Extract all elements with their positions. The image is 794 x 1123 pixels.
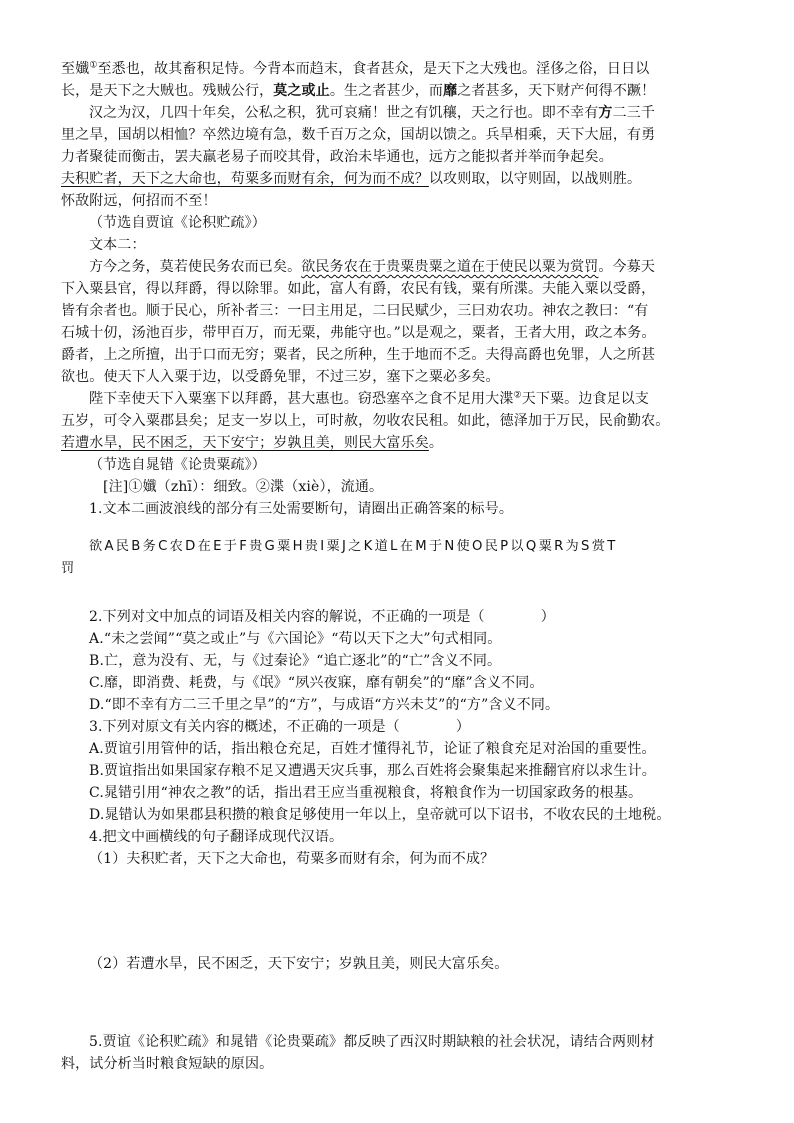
text-fragment: 至孅 bbox=[61, 61, 90, 77]
question-2-stem bbox=[61, 606, 794, 628]
text-one-line-2 bbox=[61, 80, 794, 102]
worksheet bbox=[61, 58, 794, 1075]
text-fragment: 。今募天 bbox=[598, 259, 656, 275]
question-1-sequence[interactable]: 欲A民B务C农D在E于F贵G粟H贵I粟J之K道L在M于N使O民P以Q粟R为S赏T bbox=[89, 539, 618, 554]
question-5-line-2: 料，试分析当时粮食短缺的原因。 bbox=[61, 1056, 274, 1072]
text-one-line-3 bbox=[61, 102, 794, 124]
wavy-underlined-passage: 欲民务农在于贵粟贵粟之道在于使民以粟为赏罚 bbox=[301, 259, 599, 275]
answer-space[interactable] bbox=[61, 870, 794, 953]
text-two-line-2: 下入粟县官，得以拜爵，得以除罪。如此，富人有爵，农民有钱，粟有所渫。夫能入粟以受爵， bbox=[61, 281, 656, 297]
text-fragment: 。生之者甚少，而 bbox=[329, 83, 444, 99]
question-4-stem: 4.把文中画横线的句子翻译成现代汉语。 bbox=[89, 829, 344, 845]
text-fragment: 以攻则取，以守则固，以战则胜。 bbox=[428, 171, 642, 187]
text-two-line-1 bbox=[61, 256, 794, 278]
text-two-line-7 bbox=[61, 388, 794, 410]
underlined-sentence: 夫积贮者，天下之大命也，苟粟多而财有余，何为而不成？ bbox=[61, 171, 429, 187]
text-one bbox=[61, 58, 794, 234]
text-fragment: 方今之务，莫若使民务农而已矣。 bbox=[89, 259, 302, 275]
dotted-term: 方 bbox=[598, 105, 613, 121]
text-fragment: 陛下幸使天下入粟塞下以拜爵，甚大惠也。窃恐塞卒之食不足用大渫 bbox=[89, 391, 514, 407]
question-text: 2.下列对文中加点的词语及相关内容的解说，不正确的一项是（ bbox=[89, 609, 485, 625]
text-one-line-5: 力者聚徒而衡击，罢夫羸老易子而咬其骨，政治未毕通也，远方之能拟者并举而争起矣。 bbox=[61, 149, 613, 165]
question-text: 3.下列对原文有关内容的概述，不正确的一项是（ bbox=[89, 719, 400, 735]
text-one-line-1 bbox=[61, 58, 794, 80]
text-fragment: 至悉也，故其畜积足恃。今背本而趋末，食者甚众，是天下之大残也。淫侈之俗，日日以 bbox=[97, 61, 650, 77]
question-2-option-a[interactable]: A.“未之尝闻”“莫之或止”与《六国论》“苟以天下之大”句式相同。 bbox=[89, 631, 502, 647]
question-3-option-b[interactable]: B.贾谊指出如果国家存粮不足又遭遇天灾兵事，那么百姓将会聚集起来推翻官府以求生计。 bbox=[89, 763, 656, 779]
question-4-sentence-2: （2）若遭水旱，民不困乏，天下安宁；岁孰且美，则民大富乐矣。 bbox=[89, 956, 509, 972]
text-fragment: 天下粟。边食足以支 bbox=[521, 391, 650, 407]
text-two-line-5: 爵者，上之所擅，出于口而无穷；粟者，民之所种，生于地而不乏。夫得高爵也免罪，人之所甚 bbox=[61, 347, 656, 363]
text-two-source: （节选自晁错《论贵粟疏》） bbox=[89, 457, 266, 473]
text-fragment: 。 bbox=[428, 435, 444, 451]
dotted-term: 靡 bbox=[443, 83, 458, 99]
text-one-line-7: 怀敌附远，何招而不至！ bbox=[61, 193, 217, 209]
question-2-option-b[interactable]: B.亡，意为没有、无，与《过秦论》“追亡逐北”的“亡”含义不同。 bbox=[89, 653, 502, 669]
text-two-heading: 文本二： bbox=[89, 237, 146, 253]
text-fragment: 二三千 bbox=[612, 105, 656, 121]
question-3-stem bbox=[61, 716, 794, 738]
question-4-sentence-1: （1）夫积贮者，天下之大命也，苟粟多而财有余，何为而不成？ bbox=[89, 851, 495, 867]
annotation-note: [注]①孅（zhī）：细致。②渫（xiè），流通。 bbox=[103, 479, 384, 495]
text-two-line-9 bbox=[61, 432, 794, 454]
answer-space[interactable] bbox=[61, 975, 794, 1031]
question-5-line-1: 5.贾谊《论积贮疏》和晁错《论贵粟疏》都反映了西汉时期缺粮的社会状况，请结合两则材 bbox=[89, 1034, 655, 1050]
question-1-stem: 1.文本二画波浪线的部分有三处需要断句，请圈出正确答案的标号。 bbox=[89, 501, 514, 517]
question-2-option-c[interactable]: C.靡，即消费、耗费，与《氓》“夙兴夜寐，靡有朝矣”的“靡”含义不同。 bbox=[89, 675, 544, 691]
question-text: ） bbox=[540, 609, 555, 625]
question-2-option-d[interactable]: D.“即不幸有方二三千里之旱”的“方”，与成语“方兴未艾”的“方”含义不同。 bbox=[89, 697, 560, 713]
text-fragment: 汉之为汉，几四十年矣，公私之积，犹可哀痛！世之有饥穰，天之行也。即不幸有 bbox=[89, 105, 599, 121]
footnote-marker: ① bbox=[89, 60, 98, 71]
text-fragment: 之者甚多，天下财产何得不蹶！ bbox=[457, 83, 656, 99]
text-two-line-3: 皆有余者也。顺于民心，所补者三：一曰主用足，二曰民赋少，三曰劝农功。神农之教曰：“有 bbox=[61, 303, 649, 319]
text-one-source: （节选自贾谊《论积贮疏》） bbox=[89, 215, 266, 231]
question-3-option-c[interactable]: C.晁错引用“神农之教”的话，指出君王应当重视粮食，将粮食作为一切国家政务的根基。 bbox=[89, 785, 643, 801]
text-fragment: 长，是天下之大贼也。残贼公行， bbox=[61, 83, 274, 99]
question-3-option-a[interactable]: A.贾谊引用管仲的话，指出粮仓充足，百姓才懂得礼节，论证了粮食充足对治国的重要性。 bbox=[89, 741, 656, 757]
footnote-marker: ② bbox=[513, 390, 522, 401]
question-text: ） bbox=[455, 719, 470, 735]
text-two-line-8: 五岁，可令入粟郡县矣；足支一岁以上，可时赦，勿收农民租。如此，德泽加于万民，民俞勤农。 bbox=[61, 413, 670, 429]
text-one-line-6 bbox=[61, 168, 794, 190]
question-3-option-d[interactable]: D.晁错认为如果郡县积攒的粮食足够使用一年以上，皇帝就可以下诏书，不收农民的土地税。 bbox=[89, 807, 671, 823]
question-1-sequence-end[interactable]: 罚 bbox=[61, 561, 77, 576]
text-two-line-4: 石城十仞，汤池百步，带甲百万，而无粟，弗能守也。”以是观之，粟者，王者大用，政之本务。 bbox=[61, 325, 656, 341]
text-two-line-6: 欲也。使天下人入粟于边，以受爵免罪，不过三岁，塞下之粟必多矣。 bbox=[61, 369, 500, 385]
text-two bbox=[61, 234, 794, 476]
underlined-sentence: 若遭水旱，民不困乏，天下安宁；岁孰且美，则民大富乐矣 bbox=[61, 435, 429, 451]
text-one-line-4: 里之旱，国胡以相恤？卒然边境有急，数千百万之众，国胡以馈之。兵旱相乘，天下大屈，有勇 bbox=[61, 127, 656, 143]
dotted-term: 莫之或止 bbox=[273, 83, 330, 99]
